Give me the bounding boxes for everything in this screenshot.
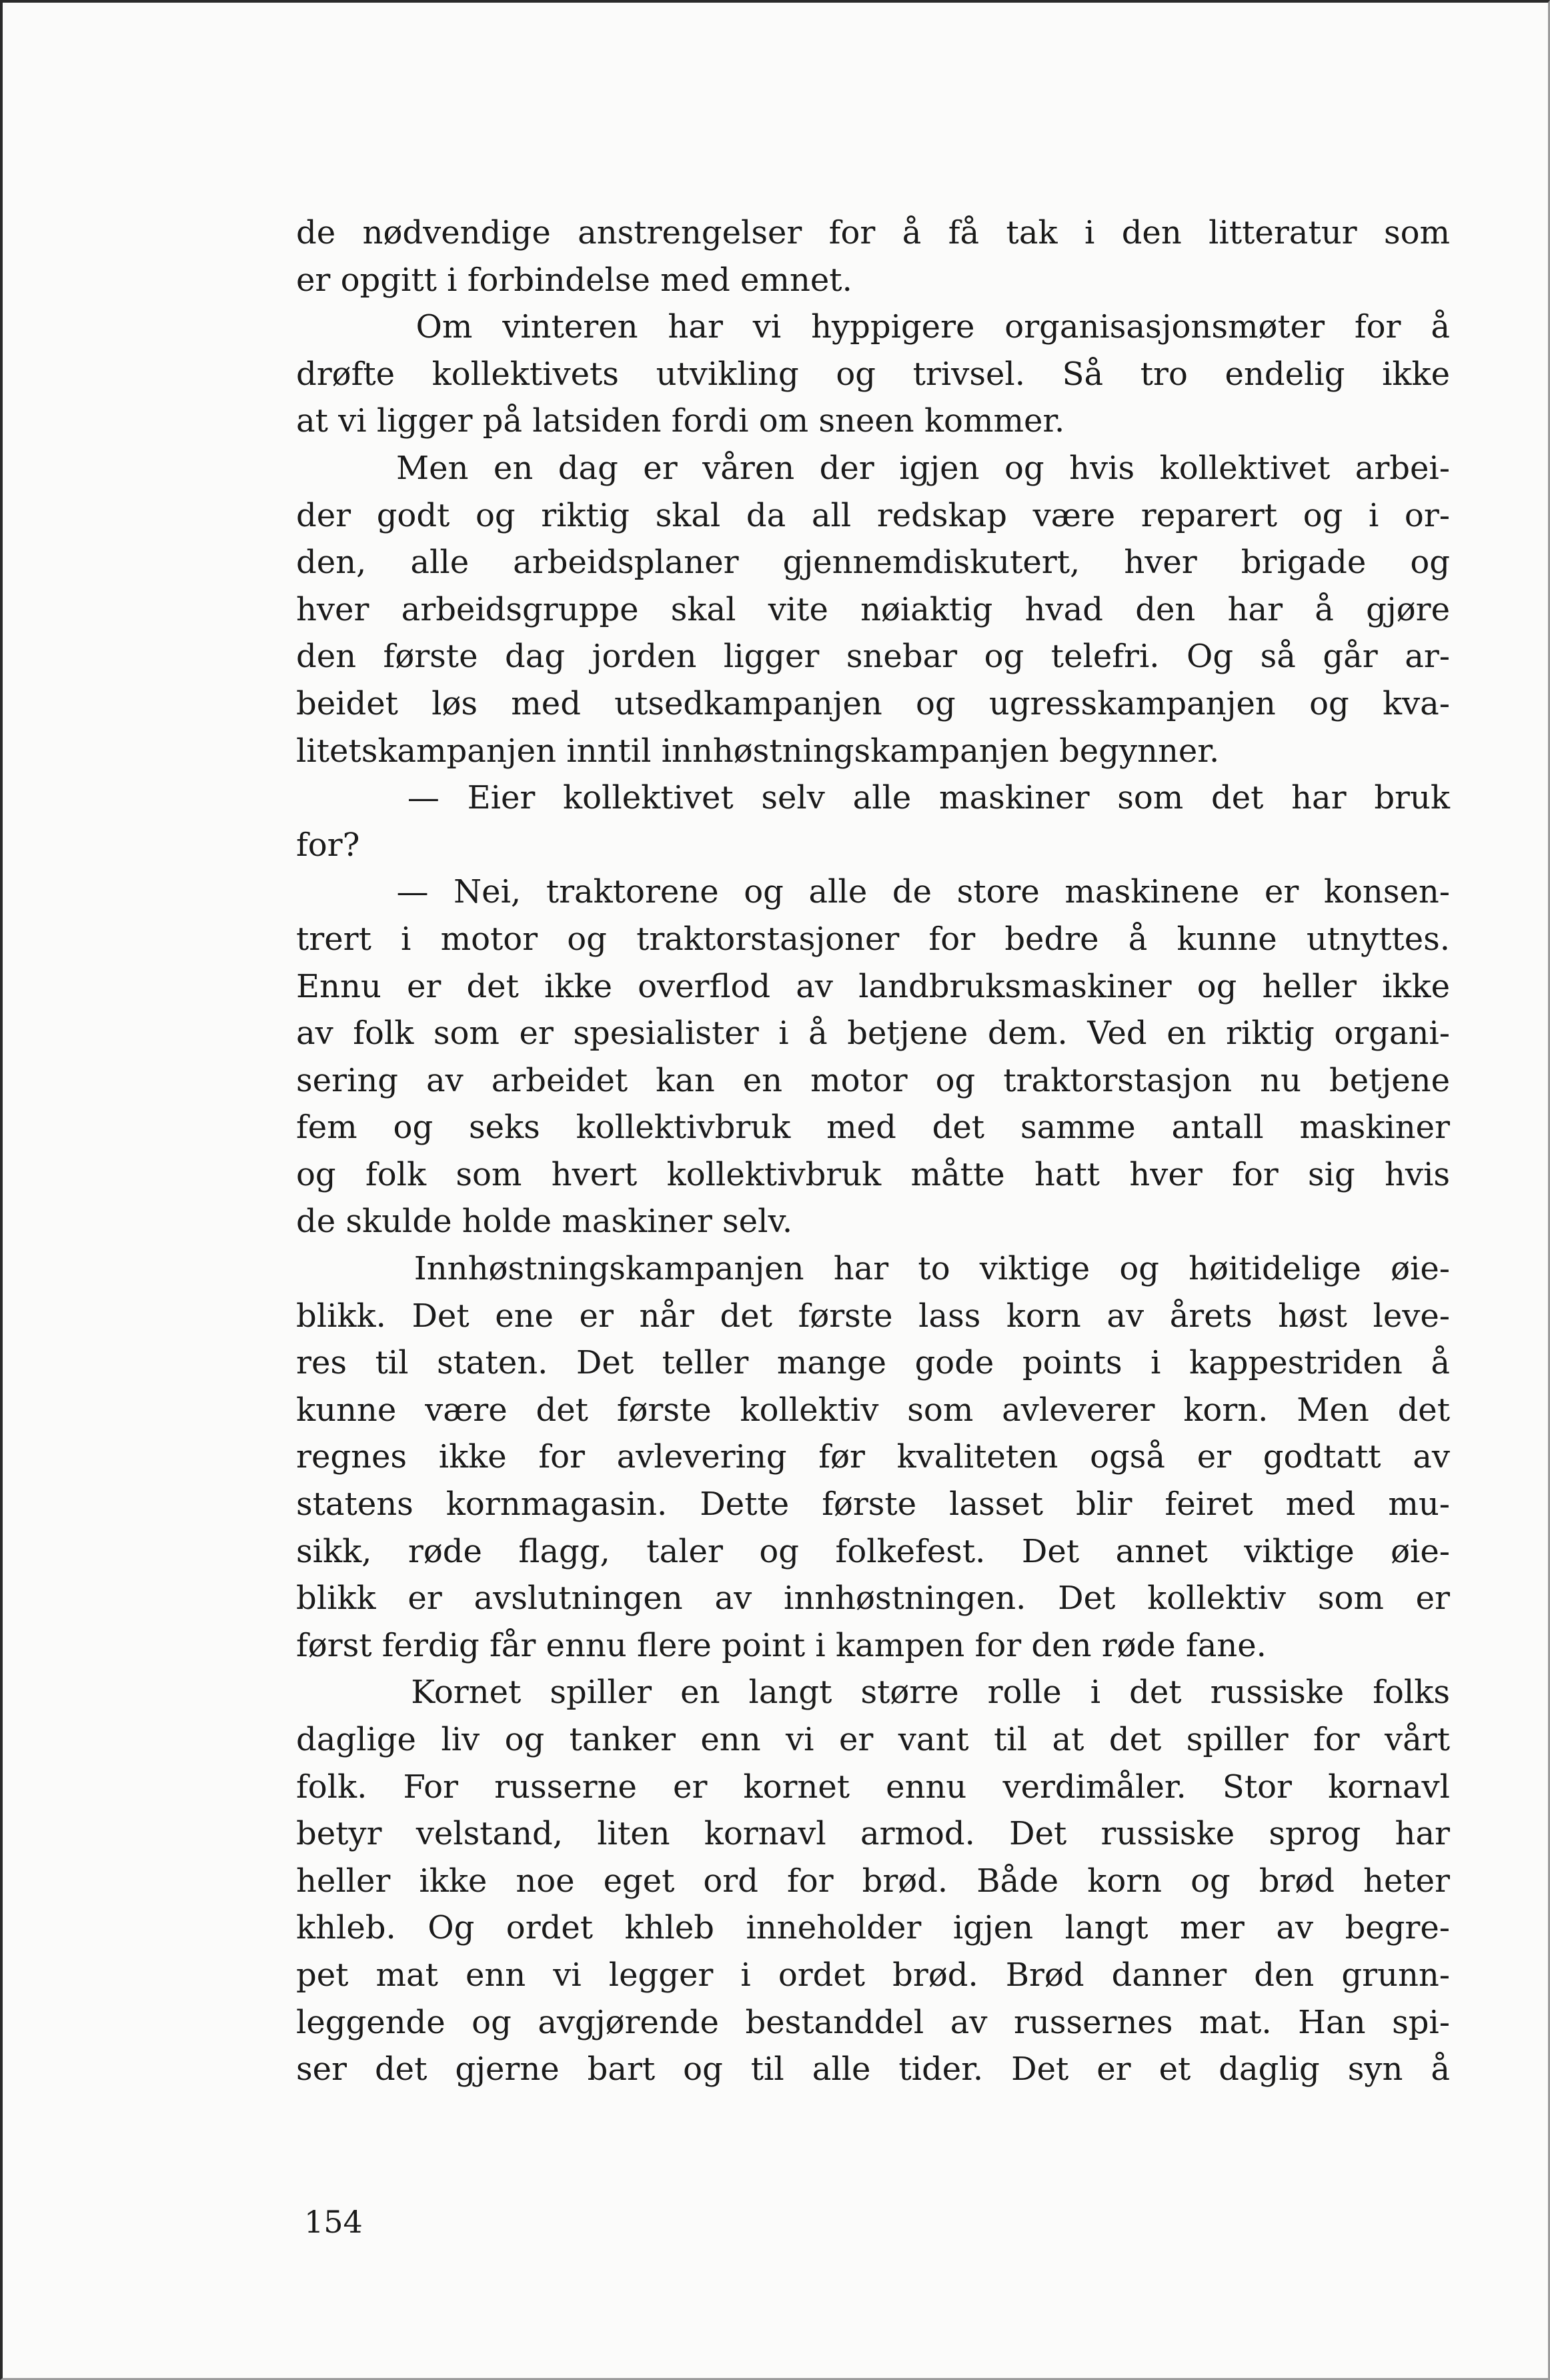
text-line: hver arbeidsgruppe skal vite nøiaktig hvad den har å gjøre	[296, 590, 1450, 628]
text-line: ser det gjerne bart og til alle tider. Det er et daglig syn å	[296, 2050, 1450, 2089]
text-line: Men en dag er våren der igjen og hvis kollektivet arbei-	[296, 449, 1450, 487]
text-line: der godt og riktig skal da all redskap være reparert og i or-	[296, 496, 1450, 534]
text-line: folk. For russerne er kornet ennu verdimåler. Stor kornavl	[296, 1768, 1450, 1806]
text-line: sering av arbeidet kan en motor og traktorstasjon nu betjene	[296, 1061, 1450, 1099]
text-line: — Eier kollektivet selv alle maskiner som det har bruk	[296, 779, 1450, 817]
text-line: betyr velstand, liten kornavl armod. Det russiske sprog har	[296, 1815, 1450, 1853]
text-line: kunne være det første kollektiv som avleverer korn. Men det	[296, 1391, 1450, 1429]
text-line: først ferdig får ennu flere point i kampen for den røde fane.	[296, 1626, 1267, 1664]
text-line: regnes ikke for avlevering før kvaliteten også er godtatt av	[296, 1438, 1450, 1476]
text-line: den første dag jorden ligger snebar og telefri. Og så går ar-	[296, 638, 1450, 676]
text-line: blikk. Det ene er når det første lass korn av årets høst leve-	[296, 1297, 1450, 1335]
text-line: Om vinteren har vi hyppigere organisasjonsmøter for å	[296, 308, 1450, 346]
text-line: og folk som hvert kollektivbruk måtte hatt hver for sig hvis	[296, 1155, 1450, 1193]
text-line: er opgitt i forbindelse med emnet.	[296, 261, 852, 299]
text-line: den, alle arbeidsplaner gjennemdiskutert, hver brigade og	[296, 544, 1450, 582]
text-line: at vi ligger på latsiden fordi om sneen kommer.	[296, 402, 1065, 440]
text-line: — Nei, traktorene og alle de store maskinene er konsen-	[296, 873, 1450, 911]
text-line: trert i motor og traktorstasjoner for bedre å kunne utnyttes.	[296, 920, 1450, 958]
page-number: 154	[304, 2204, 363, 2240]
text-line: sikk, røde flagg, taler og folkefest. Det annet viktige øie-	[296, 1532, 1450, 1570]
text-line: heller ikke noe eget ord for brød. Både korn og brød heter	[296, 1862, 1450, 1900]
text-line: res til staten. Det teller mange gode points i kappestriden å	[296, 1344, 1450, 1382]
text-line: for?	[296, 826, 360, 864]
body-text	[296, 209, 1450, 2093]
text-line: blikk er avslutningen av innhøstningen. Det kollektiv som er	[296, 1580, 1450, 1618]
text-line: beidet løs med utsedkampanjen og ugresskampanjen og kva-	[296, 684, 1450, 722]
text-line: statens kornmagasin. Dette første lasset blir feiret med mu-	[296, 1485, 1450, 1524]
text-line: Innhøstningskampanjen har to viktige og høitidelige øie-	[296, 1250, 1450, 1288]
text-line: drøfte kollektivets utvikling og trivsel. Så tro endelig ikke	[296, 355, 1450, 393]
text-line: de nødvendige anstrengelser for å få tak i den litteratur som	[296, 214, 1450, 251]
text-line: litetskampanjen inntil innhøstningskampanjen begynner.	[296, 732, 1220, 770]
text-line: Kornet spiller en langt større rolle i det russiske folks	[296, 1674, 1450, 1712]
text-line: pet mat enn vi legger i ordet brød. Brød danner den grunn-	[296, 1956, 1450, 1994]
text-line: av folk som er spesialister i å betjene dem. Ved en riktig organi-	[296, 1015, 1450, 1053]
text-line: leggende og avgjørende bestanddel av russernes mat. Han spi-	[296, 2003, 1450, 2041]
text-line: daglige liv og tanker enn vi er vant til at det spiller for vårt	[296, 1721, 1450, 1758]
text-line: khleb. Og ordet khleb inneholder igjen langt mer av begre-	[296, 1909, 1450, 1947]
text-line: de skulde holde maskiner selv.	[296, 1203, 793, 1241]
text-line: fem og seks kollektivbruk med det samme antall maskiner	[296, 1109, 1450, 1147]
text-line: Ennu er det ikke overflod av landbruksmaskiner og heller ikke	[296, 967, 1450, 1005]
